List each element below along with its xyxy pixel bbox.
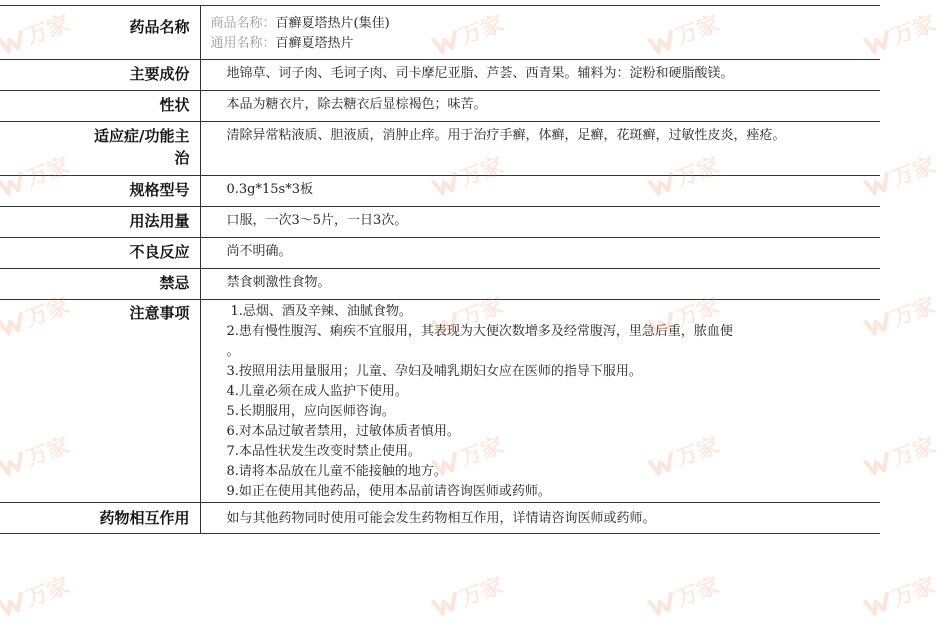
indications-value: 清除异常粘液质、胆液质，消肿止痒。用于治疗手癣，体癣，足癣，花斑癣，过敏性皮炎，痤疮。: [200, 122, 880, 176]
interactions-value: 如与其他药物同时使用可能会发生药物相互作用，详情请咨询医师或药师。: [200, 503, 880, 534]
adverse-value: 尚不明确。: [200, 238, 880, 269]
precaution-item: 6.对本品过敏者禁用，过敏体质者慎用。: [226, 424, 460, 439]
precaution-item: 。: [226, 344, 240, 359]
wanjia-logo-icon: [646, 589, 678, 619]
description-value: 本品为糖衣片，除去糖衣后显棕褐色；味苦。: [200, 91, 880, 122]
watermark-text: 万家: [22, 433, 73, 472]
wanjia-logo-icon: [430, 589, 462, 619]
trade-name-prefix: 商品名称：: [210, 16, 276, 31]
drug-name-value-cell: [200, 6, 880, 60]
precautions-list: [227, 302, 791, 502]
precautions-label: 注意事项: [129, 304, 190, 322]
indications-row: [0, 122, 880, 176]
precautions-row: [0, 300, 880, 503]
contraindications-label-cell: [0, 269, 200, 300]
adverse-row: [0, 238, 880, 269]
precautions-value-cell: [200, 300, 880, 503]
watermark-text: 万家: [456, 153, 507, 192]
precaution-item: 1.忌烟、酒及辛辣、油腻食物。: [230, 304, 412, 319]
watermark-text: 万家: [888, 11, 939, 50]
indications-label-line2: 治: [174, 149, 190, 167]
description-label-cell: [0, 91, 200, 122]
ingredients-label: 主要成份: [129, 65, 190, 83]
precaution-item: 9.如正在使用其他药品，使用本品前请咨询医师或药师。: [226, 484, 551, 499]
watermark-text: 万家: [22, 573, 73, 612]
watermark-text: 万家: [456, 433, 507, 472]
interactions-label: 药物相互作用: [99, 509, 190, 527]
dosage-value: 口服，一次3～5片，一日3次。: [200, 207, 880, 238]
drug-spec-table: [0, 5, 880, 534]
watermark-text: 万家: [888, 573, 939, 612]
description-label: 性状: [159, 96, 190, 114]
indications-label-cell: [0, 122, 200, 176]
indications-label: [0, 122, 190, 169]
dosage-label: 用法用量: [129, 212, 190, 230]
watermark-text: 万家: [22, 293, 73, 332]
watermark-text: 万家: [672, 11, 723, 50]
precaution-item: 4.儿童必须在成人监护下使用。: [226, 384, 408, 399]
dosage-label-cell: [0, 207, 200, 238]
watermark-text: 万家: [456, 11, 507, 50]
watermark-text: 万家: [672, 153, 723, 192]
contraindications-row: [0, 269, 880, 300]
interactions-label-cell: [0, 503, 200, 534]
adverse-label-cell: [0, 238, 200, 269]
watermark-text: 万家: [672, 573, 723, 612]
watermark-text: 万家: [22, 153, 73, 192]
drug-name-label: 药品名称: [129, 18, 190, 36]
watermark-text: 万家: [888, 153, 939, 192]
interactions-row: [0, 503, 880, 534]
precaution-item: 5.长期服用，应向医师咨询。: [226, 404, 395, 419]
watermark-text: 万家: [22, 11, 73, 50]
wanjia-logo-icon: [862, 589, 894, 619]
ingredients-value: 地锦草、诃子肉、毛诃子肉、司卡摩尼亚脂、芦荟、西青果。辅料为：淀粉和硬脂酸镁。: [200, 60, 880, 91]
spec-value: 0.3g*15s*3板: [200, 176, 880, 207]
watermark-text: 万家: [888, 433, 939, 472]
contraindications-label: 禁忌: [159, 274, 190, 292]
precaution-item: 2.患有慢性腹泻、痢疾不宜服用，其表现为大便次数增多及经常腹泻，里急后重，脓血便: [226, 324, 733, 339]
wanjia-logo-icon: [0, 589, 28, 619]
common-name: 百癣夏塔热片: [275, 36, 354, 51]
wanjia-watermark: [645, 569, 723, 623]
precautions-label-cell: [0, 300, 200, 503]
precaution-item: 7.本品性状发生改变时禁止使用。: [226, 444, 421, 459]
precaution-item: 3.按照用法用量服用；儿童、孕妇及哺乳期妇女应在医师的指导下服用。: [226, 364, 642, 379]
drug-name-row: [0, 6, 880, 60]
watermark-text: 万家: [672, 433, 723, 472]
description-row: [0, 91, 880, 122]
trade-name: 百癣夏塔热片(集佳): [275, 16, 390, 31]
wanjia-watermark: [429, 569, 507, 623]
spec-label: 规格型号: [129, 181, 190, 199]
wanjia-watermark: [0, 569, 73, 623]
spec-label-cell: [0, 176, 200, 207]
watermark-text: 万家: [672, 293, 723, 332]
contraindications-value: 禁食刺激性食物。: [200, 269, 880, 300]
watermark-text: 万家: [456, 573, 507, 612]
spec-row: [0, 176, 880, 207]
drug-name-label-cell: [0, 6, 200, 60]
dosage-row: [0, 207, 880, 238]
precaution-item: 8.请将本品放在儿童不能接触的地方。: [226, 464, 447, 479]
trade-name-line: [211, 14, 791, 34]
indications-label-line1: 适应症/功能主: [94, 127, 190, 145]
watermark-text: 万家: [456, 293, 507, 332]
wanjia-watermark: [861, 569, 939, 623]
ingredients-label-cell: [0, 60, 200, 91]
common-name-prefix: 通用名称：: [210, 36, 276, 51]
adverse-label: 不良反应: [129, 243, 190, 261]
watermark-text: 万家: [888, 293, 939, 332]
ingredients-row: [0, 60, 880, 91]
common-name-line: [211, 34, 791, 54]
